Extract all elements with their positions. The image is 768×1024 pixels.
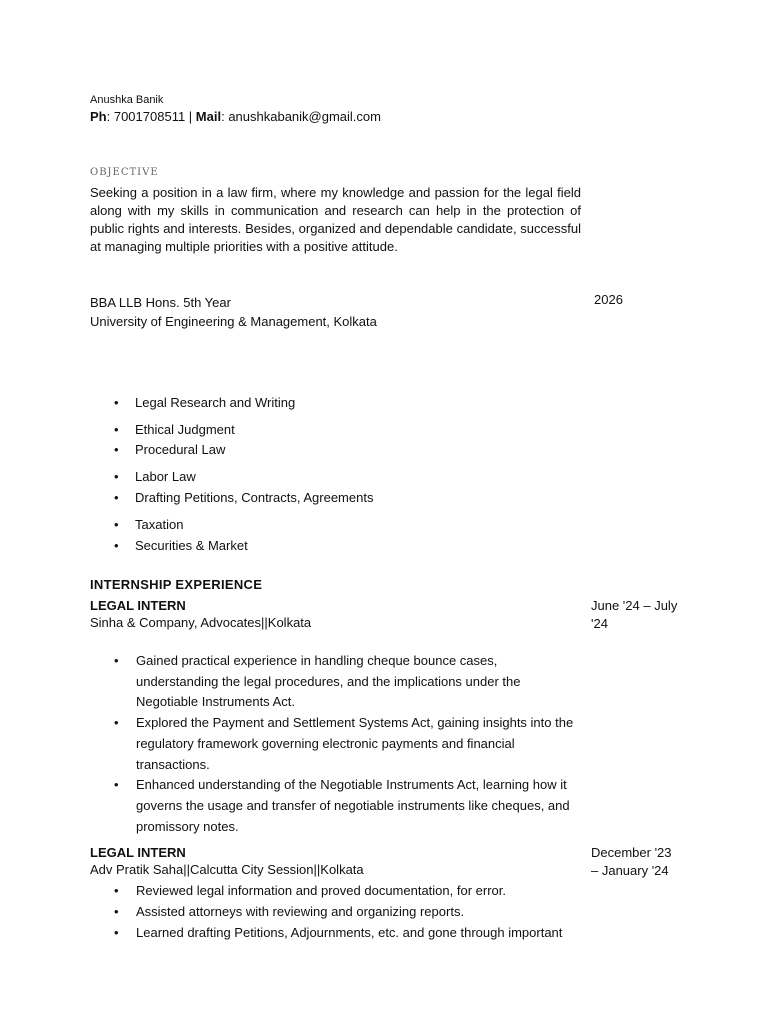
list-item xyxy=(114,901,574,922)
internship-org: Sinha & Company, Advocates||Kolkata xyxy=(90,615,312,630)
education-year: 2026 xyxy=(594,292,623,307)
skill-label: Ethical Judgment xyxy=(135,422,235,437)
skill-label: Procedural Law xyxy=(135,442,226,457)
point-text: Explored the Payment and Settlement Systems Act, gaining insights into the regulatory framework governing electronic payments and financial transactions. xyxy=(136,715,574,772)
list-item xyxy=(114,775,574,837)
candidate-name: Anushka Banik xyxy=(90,94,164,106)
education-degree: BBA LLB Hons. 5th Year xyxy=(90,295,231,310)
bullet-dot-icon: • xyxy=(114,490,119,505)
bullet-dot-icon: • xyxy=(114,715,119,731)
skill-item xyxy=(114,516,183,534)
point-text: Gained practical experience in handling cheque bounce cases, understanding the legal procedures, and the implications under the Negotiable Instruments Act. xyxy=(136,653,521,710)
point-text: Learned drafting Petitions, Adjournments, etc. and gone through important xyxy=(136,925,563,940)
phone-label: Ph xyxy=(90,109,107,124)
list-item xyxy=(114,713,574,775)
bullet-dot-icon: • xyxy=(114,904,119,919)
skill-label: Taxation xyxy=(135,517,184,532)
bullet-dot-icon: • xyxy=(114,395,119,410)
internship-dates: June '24 – July '24 xyxy=(591,598,678,631)
contact-line xyxy=(90,109,381,124)
internship-dates: December '23 – January '24 xyxy=(591,845,672,878)
phone-value: : 7001708511 | xyxy=(106,109,196,124)
bullet-dot-icon: • xyxy=(114,883,119,898)
bullet-dot-icon: • xyxy=(114,653,119,668)
internship-role: LEGAL INTERN xyxy=(90,845,186,860)
skill-label: Drafting Petitions, Contracts, Agreements xyxy=(135,490,374,505)
bullet-dot-icon: • xyxy=(114,442,119,457)
education-university: University of Engineering & Management, Kolkata xyxy=(90,314,377,329)
skill-item xyxy=(114,468,196,486)
list-item xyxy=(114,922,574,943)
internship-role: LEGAL INTERN xyxy=(90,598,186,613)
objective-heading: OBJECTIVE xyxy=(90,167,159,178)
internship-org: Adv Pratik Saha||Calcutta City Session||Kolkata xyxy=(90,862,364,877)
internship-points xyxy=(114,651,574,837)
bullet-dot-icon: • xyxy=(114,925,119,940)
bullet-dot-icon: • xyxy=(114,517,119,532)
skill-label: Labor Law xyxy=(135,469,196,484)
skill-item xyxy=(114,537,248,555)
point-text: Reviewed legal information and proved documentation, for error. xyxy=(136,883,506,898)
list-item xyxy=(114,880,574,901)
objective-text: Seeking a position in a law firm, where my knowledge and passion for the legal field along with my skills in communication and research can help in the protection of public rights and interests. Besides, organized and dependable candidate, successful at managing multiple priorities with a positive attitude. xyxy=(90,185,581,254)
mail-value: : anushkabanik@gmail.com xyxy=(221,109,381,124)
bullet-dot-icon: • xyxy=(114,777,119,793)
point-text: Assisted attorneys with reviewing and organizing reports. xyxy=(136,904,465,919)
internship-points xyxy=(114,880,574,943)
skill-item xyxy=(114,394,295,412)
bullet-dot-icon: • xyxy=(114,538,119,553)
skill-item xyxy=(114,441,225,459)
internship-heading: INTERNSHIP EXPERIENCE xyxy=(90,577,263,592)
point-text: Enhanced understanding of the Negotiable Instruments Act, learning how it governs the usage and transfer of negotiable instruments like cheques, and promissory notes. xyxy=(136,777,570,834)
skill-item xyxy=(114,489,373,507)
list-item xyxy=(114,651,574,713)
bullet-dot-icon: • xyxy=(114,422,119,437)
skill-item xyxy=(114,421,235,439)
mail-label: Mail xyxy=(195,109,222,124)
bullet-dot-icon: • xyxy=(114,469,119,484)
skill-label: Legal Research and Writing xyxy=(135,395,296,410)
skill-label: Securities & Market xyxy=(135,538,248,553)
